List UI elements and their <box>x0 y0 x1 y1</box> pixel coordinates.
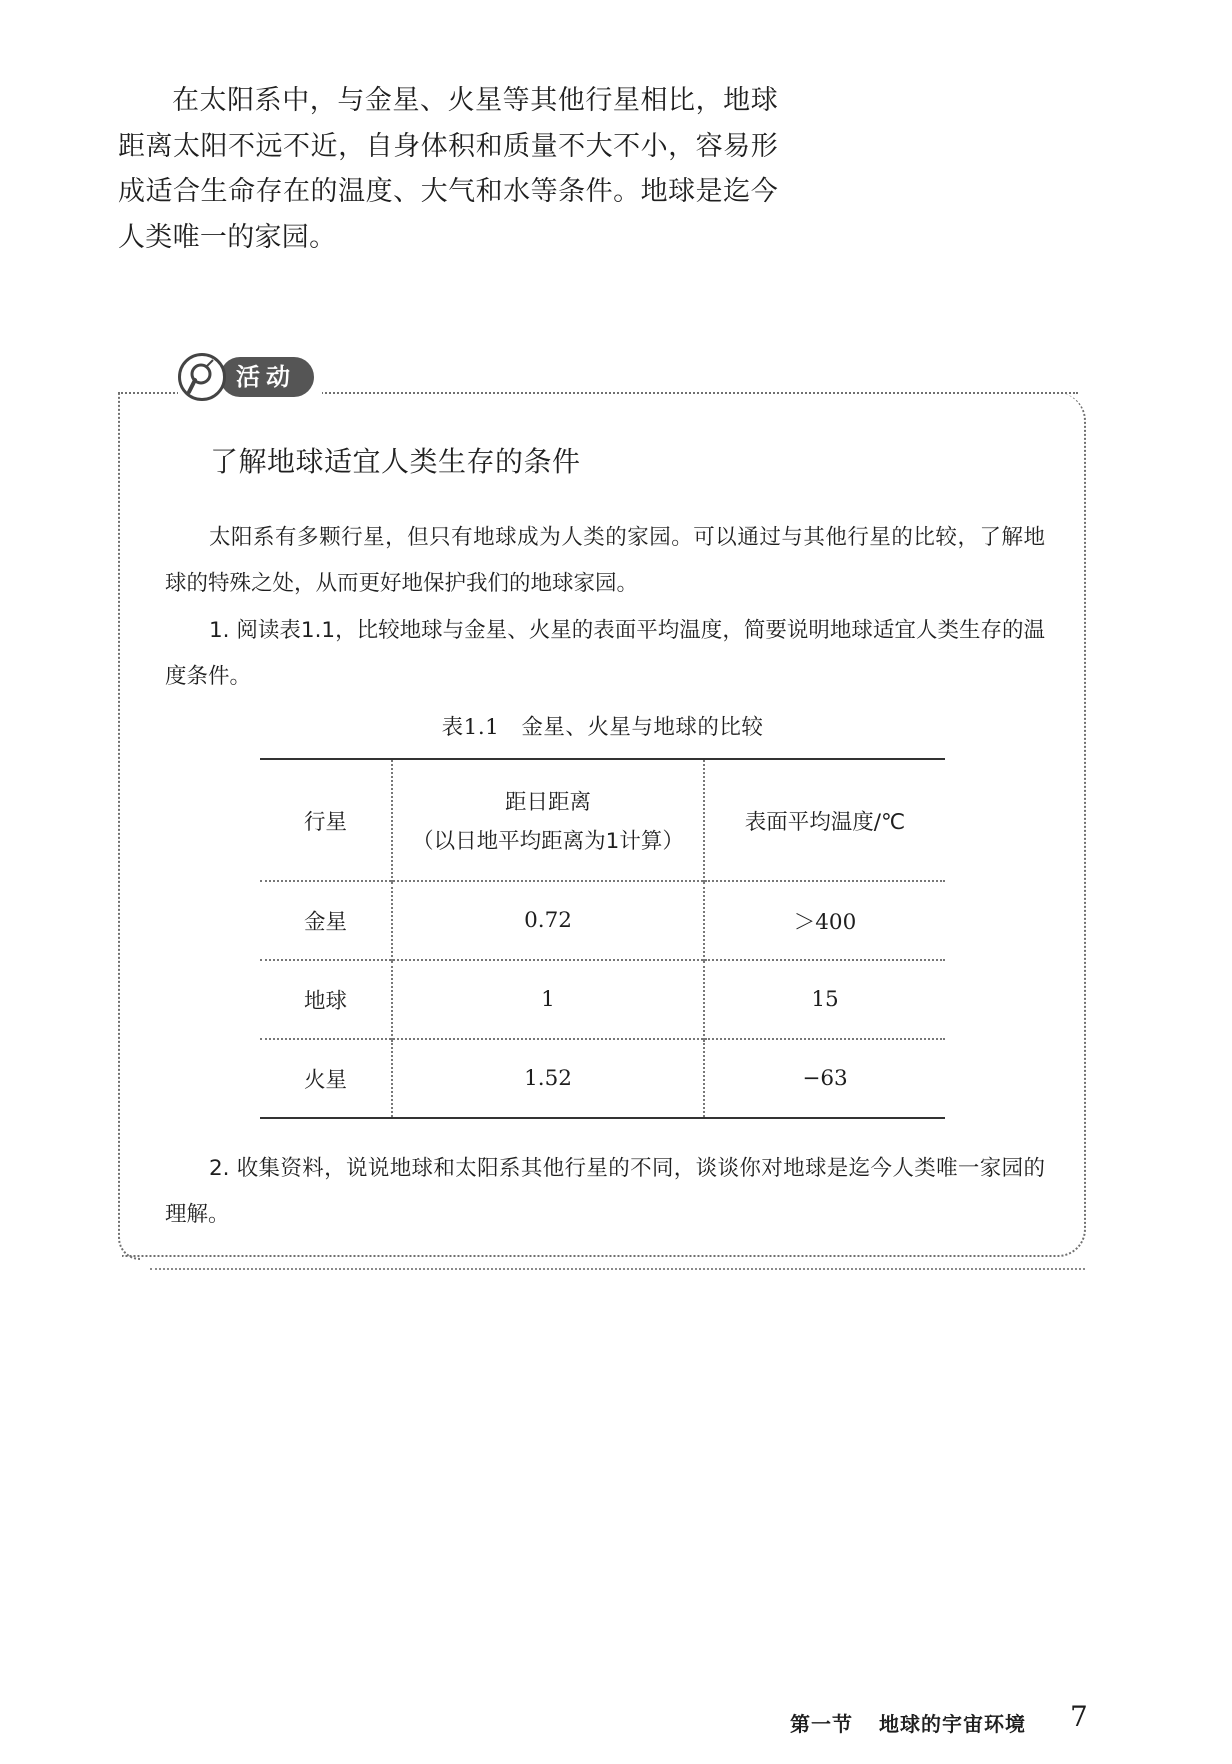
activity-box-left-border <box>118 392 140 1260</box>
table-row <box>260 960 945 1039</box>
header-distance-line1: 距日距离 <box>504 790 591 815</box>
activity-intro: 太阳系有多颗行星，但只有地球成为人类的家园。可以通过与其他行星的比较，了解地球的特殊之处，从而更好地保护我们的地球家园。 <box>165 525 1045 596</box>
activity-badge-label: 活动 <box>220 357 314 397</box>
table-caption-number: 表1.1 <box>441 715 500 740</box>
footer-section-label: 第一节 <box>790 1712 853 1736</box>
header-distance-line2: （以日地平均距离为1计算） <box>412 829 684 854</box>
table-caption-title: 金星、火星与地球的比较 <box>521 715 764 740</box>
cell-temperature: −63 <box>704 1039 945 1118</box>
table-row <box>260 881 945 960</box>
activity-task-1: 1. 阅读表1.1，比较地球与金星、火星的表面平均温度，简要说明地球适宜人类生存的温度条件。 <box>165 618 1045 689</box>
footer-section-heading <box>790 1708 1026 1737</box>
header-temperature: 表面平均温度/℃ <box>704 759 945 881</box>
page-number: 7 <box>1070 1700 1088 1733</box>
intro-paragraph: 在太阳系中，与金星、火星等其他行星相比，地球距离太阳不远不近，自身体积和质量不大不小，容易形成适合生命存在的温度、大气和水等条件。地球是迄今人类唯一的家园。 <box>118 85 778 253</box>
table-caption <box>260 710 945 741</box>
header-planet: 行星 <box>303 809 347 835</box>
activity-badge <box>178 352 322 402</box>
magnifier-icon <box>178 353 226 401</box>
cell-distance: 0.72 <box>392 881 704 960</box>
activity-box-shadow-line <box>150 1268 1085 1270</box>
cell-distance: 1.52 <box>392 1039 704 1118</box>
cell-planet: 火星 <box>303 1068 347 1093</box>
activity-title: 了解地球适宜人类生存的条件 <box>210 445 581 478</box>
header-distance <box>392 759 704 881</box>
activity-task-2: 2. 收集资料，说说地球和太阳系其他行星的不同，谈谈你对地球是迄今人类唯一家园的理解。 <box>165 1156 1045 1227</box>
cell-temperature: ＞400 <box>704 881 945 960</box>
planet-comparison-table <box>260 758 945 1119</box>
cell-distance: 1 <box>392 960 704 1039</box>
cell-temperature: 15 <box>704 960 945 1039</box>
table-header-row <box>260 759 945 881</box>
footer-section-title: 地球的宇宙环境 <box>879 1712 1026 1736</box>
cell-planet: 金星 <box>303 910 347 935</box>
cell-planet: 地球 <box>303 989 347 1014</box>
table-row <box>260 1039 945 1118</box>
